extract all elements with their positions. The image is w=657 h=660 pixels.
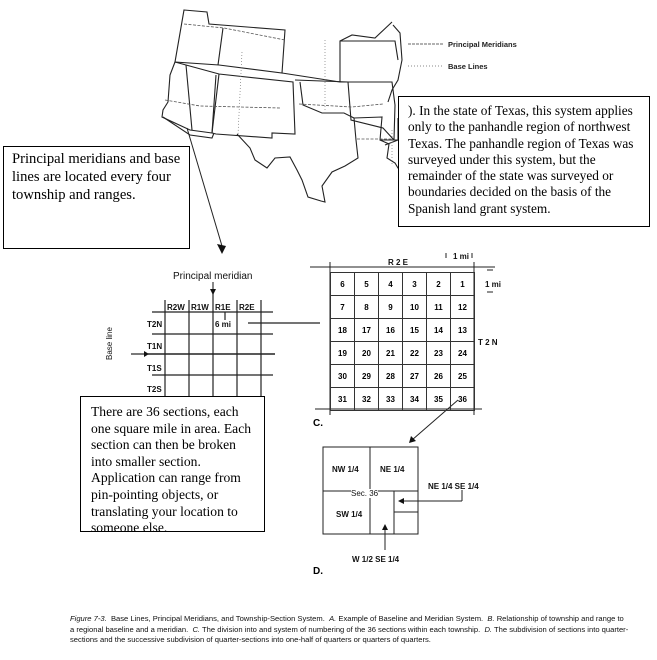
section-cell: 20 (355, 342, 379, 365)
section-cell: 4 (379, 273, 403, 296)
legend-base-lines: Base Lines (448, 62, 488, 71)
caption-d-text: The subdivision of sections into quarter-sections and the successive subdivision of quarter-sections into one-half of quarters or quarters of quarters. (70, 624, 629, 644)
township-label-t2n: T2N (147, 320, 163, 329)
section-cell: 2 (427, 273, 451, 296)
section-cell: 28 (379, 365, 403, 388)
township-label-t2s: T2S (147, 385, 162, 394)
caption-c-letter: C. (192, 624, 201, 634)
section-cell: 10 (403, 296, 427, 319)
ne-quarter-label: NE 1/4 (380, 465, 405, 474)
legend-principal-meridians: Principal Meridians (448, 40, 517, 49)
section-cell: 35 (427, 388, 451, 411)
range-r2e-label: R 2 E (388, 258, 409, 267)
section-cell: 34 (403, 388, 427, 411)
section-cell: 19 (331, 342, 355, 365)
ne-se-quarter-label: NE 1/4 SE 1/4 (428, 482, 479, 491)
section-cell: 36 (451, 388, 475, 411)
texas-callout: ). In the state of Texas, this system applies only to the panhandle region of northwest Texas. The panhandle region of Texas was surveyed under this system, but the remainder of the state was surveyed or boundaries decided on the basis of the Spanish land grant system. (398, 96, 650, 227)
section-cell: 15 (403, 319, 427, 342)
caption-title: Base Lines, Principal Meridians, and Township-Section System. (110, 614, 325, 623)
township-label-t1n: T1N (147, 342, 163, 351)
range-label-r1w: R1W (191, 303, 209, 312)
height-1mi-label: 1 mi (485, 280, 502, 289)
caption-b-letter: B. (487, 614, 495, 623)
section-cell: 3 (403, 273, 427, 296)
township-t2n-label: T 2 N (478, 338, 498, 347)
caption-d-letter: D. (484, 624, 493, 634)
principal-meridian-label: Principal meridian (173, 271, 253, 282)
caption-a-letter: A. (329, 614, 337, 623)
section-cell: 11 (427, 296, 451, 319)
section-cell: 7 (331, 296, 355, 319)
section-cell: 12 (451, 296, 475, 319)
section-cell: 25 (451, 365, 475, 388)
sections-callout: There are 36 sections, each one square mile in area. Each section can then be broken into smaller section. Application can range from pin-pointing objects, or translating your location to someone else. (80, 396, 265, 532)
caption-figure-number: Figure 7-3. (70, 614, 107, 623)
township-label-t1s: T1S (147, 364, 162, 373)
section-cell: 33 (379, 388, 403, 411)
range-label-r2w: R2W (167, 303, 185, 312)
section-cell: 27 (403, 365, 427, 388)
section-cell: 26 (427, 365, 451, 388)
section-cell: 31 (331, 388, 355, 411)
section-cell: 6 (331, 273, 355, 296)
section-cell: 14 (427, 319, 451, 342)
section-cell: 21 (379, 342, 403, 365)
width-1mi-label: 1 mi (453, 252, 470, 261)
section-cell: 13 (451, 319, 475, 342)
section-cell: 30 (331, 365, 355, 388)
caption-b-text: Relationship of township and range to a regional baseline and a meridian. (70, 614, 624, 634)
section-cell: 9 (379, 296, 403, 319)
range-label-r2e: R2E (239, 303, 255, 312)
section-cell: 32 (355, 388, 379, 411)
section-cell: 16 (379, 319, 403, 342)
panel-d-letter: D. (313, 566, 323, 577)
section-cell: 18 (331, 319, 355, 342)
section-36-label: Sec. 36 (351, 489, 379, 498)
base-line-label: Base line (105, 327, 114, 360)
section-cell: 22 (403, 342, 427, 365)
figure-caption (70, 614, 630, 646)
section-cell: 29 (355, 365, 379, 388)
section-cell: 8 (355, 296, 379, 319)
section-cell: 5 (355, 273, 379, 296)
panel-c-letter: C. (313, 418, 323, 429)
section-cell: 24 (451, 342, 475, 365)
meridian-callout: Principal meridians and base lines are located every four township and ranges. (3, 146, 190, 249)
section-cell: 1 (451, 273, 475, 296)
caption-c-text: The division into and system of numbering of the 36 sections within each township. (202, 624, 481, 634)
section-cell: 17 (355, 319, 379, 342)
w-half-se-label: W 1/2 SE 1/4 (352, 555, 400, 564)
sw-quarter-label: SW 1/4 (336, 510, 363, 519)
six-mile-label: 6 mi (215, 320, 232, 329)
caption-a-text: Example of Baseline and Meridian System. (338, 614, 484, 623)
nw-quarter-label: NW 1/4 (332, 465, 359, 474)
section-cell: 23 (427, 342, 451, 365)
range-label-r1e: R1E (215, 303, 231, 312)
